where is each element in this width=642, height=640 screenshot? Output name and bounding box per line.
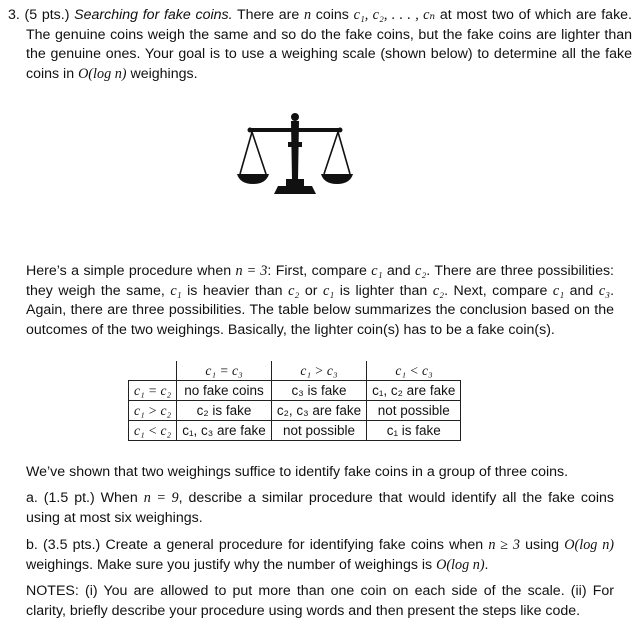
table-row xyxy=(129,401,461,421)
table-row xyxy=(129,381,461,401)
notes: NOTES: (i) You are allowed to put more than one coin on each side of the scale. (ii) For clarity, briefly describe your procedure using words and then present the steps like code. xyxy=(26,583,614,619)
intro-text: There are xyxy=(236,7,300,23)
math-c1: c₁ xyxy=(170,282,182,299)
procedure-text: . Again, there are three possibilities. The table below summarizes the conclusion based on the outcomes of the two weighings. Basically, the lighter coin(s) has to be a fake coin(s). xyxy=(26,282,615,338)
math-n-eq-9: n = 9 xyxy=(143,490,179,506)
problem-title: Searching for fake coins. xyxy=(74,7,233,23)
procedure-paragraph xyxy=(26,262,614,340)
table-cell: not possible xyxy=(271,421,366,441)
procedure-text: : First, compare xyxy=(267,263,367,279)
table-row xyxy=(129,421,461,441)
math-n-ge-3: n ≥ 3 xyxy=(488,537,520,553)
math-n: n xyxy=(303,7,312,23)
row-header: c₁ < c₂ xyxy=(129,421,177,441)
part-a-text: , describe a similar procedure that would identify all the fake coins using at most six weighings. xyxy=(26,490,614,526)
table-cell: c₂ is fake xyxy=(177,401,272,421)
math-c2: c₂ xyxy=(432,282,445,299)
table-cell: c₁, c₃ are fake xyxy=(177,421,272,441)
problem-points: (5 pts.) xyxy=(24,7,70,23)
math-c2: c₂ xyxy=(288,282,300,299)
outcome-table xyxy=(128,361,461,441)
row-header: c₁ > c₂ xyxy=(129,401,177,421)
part-b-text: weighings. Make sure you justify why the number of weighings is xyxy=(26,556,433,573)
column-header: c₁ < c₃ xyxy=(367,361,461,381)
table-cell: c₃ is fake xyxy=(271,381,366,401)
problem-statement xyxy=(8,6,632,84)
table-cell: no fake coins xyxy=(177,381,272,401)
procedure-text: . There are three possibilities: they weigh the same, xyxy=(26,263,614,299)
procedure-text: is heavier than xyxy=(187,282,283,299)
part-b xyxy=(26,536,614,575)
math-coin-list: c₁, c₂, . . . , cₙ xyxy=(353,7,436,23)
part-b-text: . xyxy=(484,556,489,573)
intro-text: weighings. xyxy=(130,65,198,82)
problem-number: 3. xyxy=(8,7,20,23)
math-n-eq-3: n = 3 xyxy=(235,263,268,279)
part-a xyxy=(26,489,614,528)
math-c1: c₁ xyxy=(322,282,335,299)
math-c1: c₁ xyxy=(371,263,383,279)
procedure-text: is lighter than xyxy=(339,282,428,299)
table-cell: c₂, c₃ are fake xyxy=(271,401,366,421)
math-big-o: O(log n) xyxy=(78,65,127,82)
math-big-o: O(log n) xyxy=(436,556,485,573)
math-c3: c₃ xyxy=(598,282,611,299)
balance-scale-icon xyxy=(236,112,354,200)
procedure-text: and xyxy=(569,282,594,299)
part-b-text: using xyxy=(525,537,560,553)
math-c2: c₂ xyxy=(415,263,427,279)
table-cell: c₁ is fake xyxy=(367,421,461,441)
part-a-label: a. (1.5 pt.) When xyxy=(26,490,138,506)
procedure-text: and xyxy=(386,263,411,279)
table-header-row xyxy=(129,361,461,381)
math-c1: c₁ xyxy=(552,282,565,299)
column-header: c₁ > c₃ xyxy=(271,361,366,381)
summary-sentence: We’ve shown that two weighings suffice to identify fake coins in a group of three coins. xyxy=(26,464,569,480)
table-cell: c₁, c₂ are fake xyxy=(367,381,461,401)
intro-text: at most two of which are fake. The genuine coins weigh the same and so do the fake coins, but the fake coins are lighter than the genuine ones. Your goal is to use a weighing scale (shown below) to determine all the fake coins in xyxy=(26,7,633,82)
procedure-text: or xyxy=(304,282,318,299)
math-big-o: O(log n) xyxy=(564,537,615,553)
procedure-text: . Next, compare xyxy=(444,282,548,299)
part-b-label: b. (3.5 pts.) Create a general procedure for identifying fake coins when xyxy=(26,537,484,553)
intro-text: coins xyxy=(315,7,349,23)
procedure-text: Here’s a simple procedure when xyxy=(26,263,232,279)
row-header: c₁ = c₂ xyxy=(129,381,177,401)
table-cell: not possible xyxy=(367,401,461,421)
column-header: c₁ = c₃ xyxy=(177,361,272,381)
